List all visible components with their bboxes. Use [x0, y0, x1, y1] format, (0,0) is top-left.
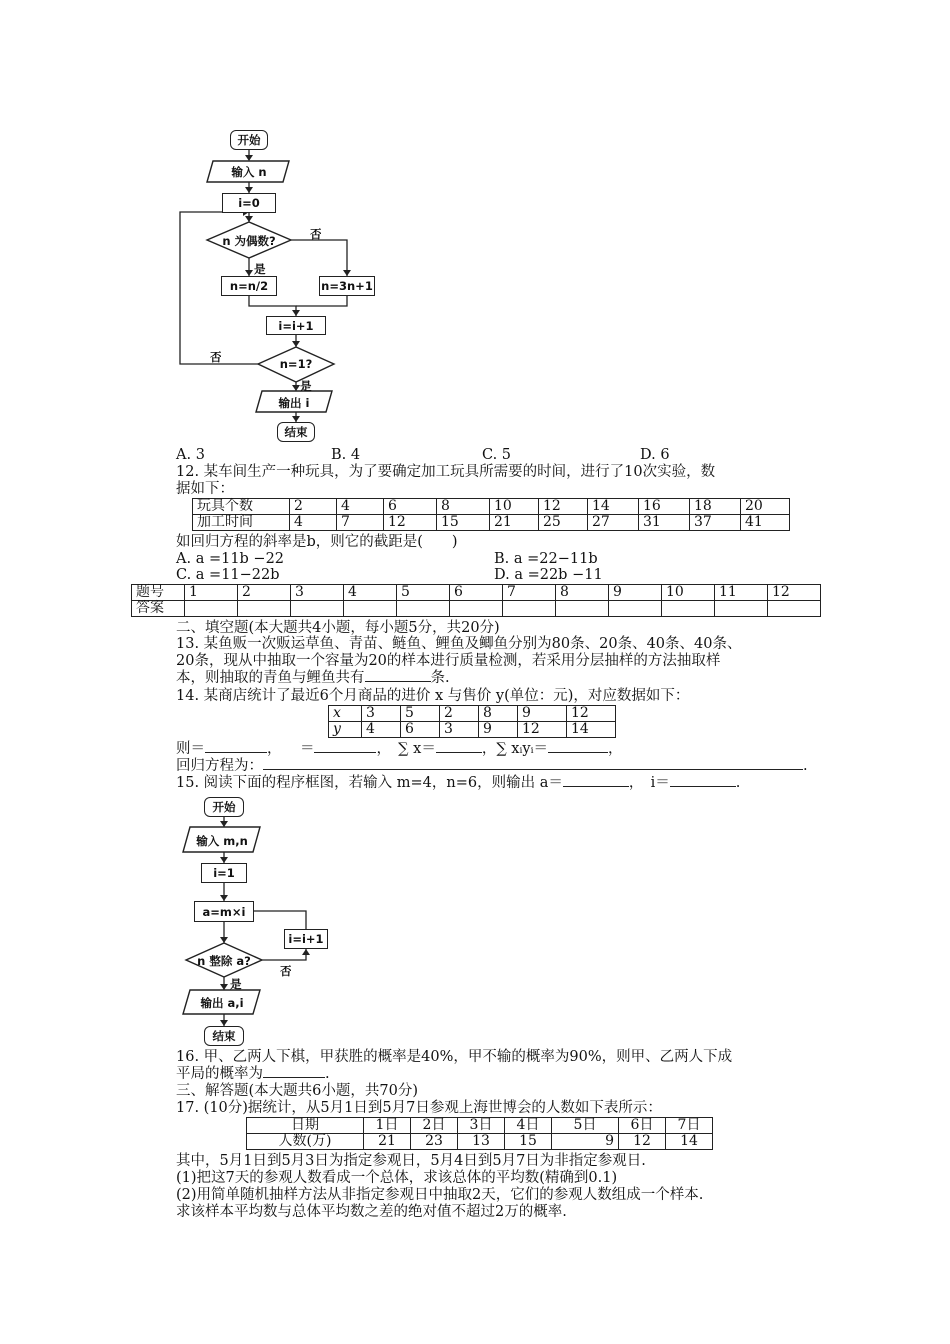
- assign-node: a=m×i: [194, 901, 254, 922]
- q13-line2: 20条，现从中抽取一个容量为20的样本进行质量检测，若采用分层抽样的方法抽取样: [176, 653, 721, 669]
- no-label-2: 否: [210, 350, 222, 364]
- table-cell: 10: [490, 499, 539, 515]
- no-label: 否: [310, 227, 322, 241]
- yes-label-3: 是: [230, 977, 242, 991]
- table-cell: 12: [768, 585, 821, 601]
- table-cell: 13: [458, 1134, 505, 1150]
- table-cell: 人数(万): [247, 1134, 364, 1150]
- no-label-3: 否: [280, 964, 292, 978]
- table-cell: 8: [479, 706, 518, 722]
- table-cell: 2: [238, 585, 291, 601]
- table-cell: 20: [741, 499, 790, 515]
- condition-node-2: n 整除 a?: [197, 954, 251, 968]
- table-cell: 2日: [411, 1118, 458, 1134]
- table-cell: 25: [539, 515, 588, 531]
- table-cell: 9: [552, 1134, 619, 1150]
- table-cell: 23: [411, 1134, 458, 1150]
- table-cell: 8: [556, 585, 609, 601]
- start-node-2: 开始: [204, 797, 244, 817]
- q14-line1: 14. 某商店统计了最近6个月商品的进价 x 与售价 y(单位：元)，对应数据如下：: [176, 688, 690, 704]
- end-node: 结束: [277, 422, 315, 442]
- q12-line1: 12. 某车间生产一种玩具，为了要确定加工玩具所需要的时间，进行了10次实验，数: [176, 464, 716, 480]
- q14-dot: .: [803, 758, 808, 774]
- increment-node: i=i+1: [266, 316, 326, 335]
- q12-choice-a: A. a =11b −22: [176, 551, 285, 567]
- table-cell: 6日: [619, 1118, 666, 1134]
- output-node: 输出 i: [278, 396, 310, 410]
- condition-node: n 为偶数?: [222, 234, 276, 248]
- table-cell: 31: [639, 515, 690, 531]
- q17-line3: (1)把这7天的参观人数看成一个总体，求该总体的平均数(精确到0.1): [176, 1170, 618, 1186]
- q13-line1: 13. 某鱼贩一次贩运草鱼、青苗、鲢鱼、鲤鱼及鲫鱼分别为80条、20条、40条、40条、: [176, 636, 742, 652]
- table-cell: 5: [397, 585, 450, 601]
- table-cell: 14: [666, 1134, 713, 1150]
- table-cell: 6: [450, 585, 503, 601]
- table-cell: 9: [518, 706, 567, 722]
- table-cell: 2: [440, 706, 479, 722]
- q14-tail: ，: [608, 741, 623, 757]
- init-node-2: i=1: [201, 863, 247, 883]
- table-cell: 21: [490, 515, 539, 531]
- table-cell: 7: [503, 585, 556, 601]
- table-cell: x: [329, 706, 362, 722]
- table-cell: 12: [384, 515, 437, 531]
- q13-text: 本，则抽取的青鱼与鲤鱼共有: [176, 670, 365, 686]
- start-node: 开始: [230, 130, 268, 150]
- q16-blank[interactable]: [263, 1077, 325, 1078]
- table-cell: 27: [588, 515, 639, 531]
- table-cell: y: [329, 722, 362, 738]
- q12-choice-d: D. a =22b −11: [494, 567, 603, 583]
- q17-line2: 其中，5月1日到5月3日为指定参观日，5月4日到5月7日为非指定参观日.: [176, 1153, 646, 1169]
- q12-choice-b: B. a =22−11b: [494, 551, 598, 567]
- table-cell: 14: [567, 722, 616, 738]
- table-cell: 7日: [666, 1118, 713, 1134]
- table-cell: 加工时间: [193, 515, 290, 531]
- even-step-node: n=n/2: [221, 276, 277, 296]
- q12-choice-c: C. a =11−22b: [176, 567, 280, 583]
- table-cell: 14: [588, 499, 639, 515]
- q17-line5: 求该样本平均数与总体平均数之差的绝对值不超过2万的概率.: [176, 1204, 567, 1220]
- q16-text: 平局的概率为: [176, 1066, 263, 1082]
- output-node-2: 输出 a,i: [200, 996, 244, 1010]
- table-cell: 7: [337, 515, 384, 531]
- table-cell: 4: [290, 515, 337, 531]
- q15-end: .: [735, 775, 741, 791]
- table-cell: 答案: [132, 601, 185, 617]
- table-cell: 6: [401, 722, 440, 738]
- q17-table: [246, 1117, 713, 1150]
- table-cell: 12: [539, 499, 588, 515]
- q13-suffix: 条.: [430, 670, 450, 686]
- table-cell: 12: [518, 722, 567, 738]
- table-cell: 11: [715, 585, 768, 601]
- odd-step-node: n=3n+1: [319, 276, 375, 296]
- table-cell: 3日: [458, 1118, 505, 1134]
- table-cell: 9: [609, 585, 662, 601]
- table-cell: 5日: [552, 1118, 619, 1134]
- increment-node-2: i=i+1: [284, 929, 328, 949]
- table-cell: 15: [505, 1134, 552, 1150]
- table-cell: 2: [290, 499, 337, 515]
- q14-sumxy: ，∑ xᵢyᵢ＝: [481, 741, 548, 757]
- condition-2-node: n=1?: [279, 357, 313, 371]
- q14-sumx: ， ∑ x＝: [376, 741, 436, 757]
- table-cell: 15: [437, 515, 490, 531]
- table-row: [247, 1134, 713, 1150]
- section-2-heading: 二、填空题(本大题共4小题，每小题5分，共20分): [176, 620, 500, 636]
- table-cell: 4: [362, 722, 401, 738]
- table-cell: 37: [690, 515, 741, 531]
- q16-line1: 16. 甲、乙两人下棋，甲获胜的概率是40%，甲不输的概率为90%，则甲、乙两人下成: [176, 1049, 733, 1065]
- table-cell: 题号: [132, 585, 185, 601]
- q14-reg: 回归方程为：: [176, 758, 263, 774]
- table-cell: 12: [619, 1134, 666, 1150]
- table-cell: 10: [662, 585, 715, 601]
- table-cell: 玩具个数: [193, 499, 290, 515]
- q15-text: 15. 阅读下面的程序框图，若输入 m=4，n=6，则输出 a＝: [176, 775, 563, 791]
- table-cell: 日期: [247, 1118, 364, 1134]
- table-cell: 3: [291, 585, 344, 601]
- q12-line2: 据如下：: [176, 481, 234, 497]
- q16-line2: [176, 1066, 330, 1082]
- q14-eq: ＝: [299, 741, 315, 757]
- init-node: i=0: [222, 193, 276, 213]
- table-cell: 3: [440, 722, 479, 738]
- input-node-2: 输入 m,n: [196, 834, 248, 848]
- yes-label: 是: [254, 262, 266, 276]
- yes-label-2: 是: [300, 379, 312, 393]
- q15-mid: ， i＝: [628, 775, 670, 791]
- choice-b: B. 4: [331, 447, 361, 463]
- table-cell: 4: [337, 499, 384, 515]
- input-node: 输入 n: [231, 165, 267, 179]
- table-cell: 5: [401, 706, 440, 722]
- q17-line4: (2)用简单随机抽样方法从非指定参观日中抽取2天，它们的参观人数组成一个样本.: [176, 1187, 704, 1203]
- table-cell: 12: [567, 706, 616, 722]
- table-cell: 21: [364, 1134, 411, 1150]
- q14-comma: ，: [267, 741, 282, 757]
- q16-suffix: .: [325, 1066, 330, 1082]
- q17-line1: 17. (10分)据统计，从5月1日到5月7日参观上海世博会的人数如下表所示：: [176, 1100, 662, 1116]
- table-cell: 6: [384, 499, 437, 515]
- table-cell: 41: [741, 515, 790, 531]
- section-3-heading: 三、解答题(本大题共6小题，共70分): [176, 1083, 418, 1099]
- table-cell: 9: [479, 722, 518, 738]
- table-cell: 1: [185, 585, 238, 601]
- table-row: [247, 1118, 713, 1134]
- table-cell: 3: [362, 706, 401, 722]
- end-node-2: 结束: [204, 1026, 244, 1046]
- q12-question: 如回归方程的斜率是b，则它的截距是( ): [176, 534, 458, 550]
- table-cell: 1日: [364, 1118, 411, 1134]
- table-cell: 4日: [505, 1118, 552, 1134]
- table-cell: 16: [639, 499, 690, 515]
- choice-d: D. 6: [640, 447, 670, 463]
- q14-then: 则＝: [176, 741, 205, 757]
- choice-a: A. 3: [176, 447, 205, 463]
- table-cell: 4: [344, 585, 397, 601]
- choice-c: C. 5: [482, 447, 512, 463]
- table-cell: 8: [437, 499, 490, 515]
- table-cell: 18: [690, 499, 741, 515]
